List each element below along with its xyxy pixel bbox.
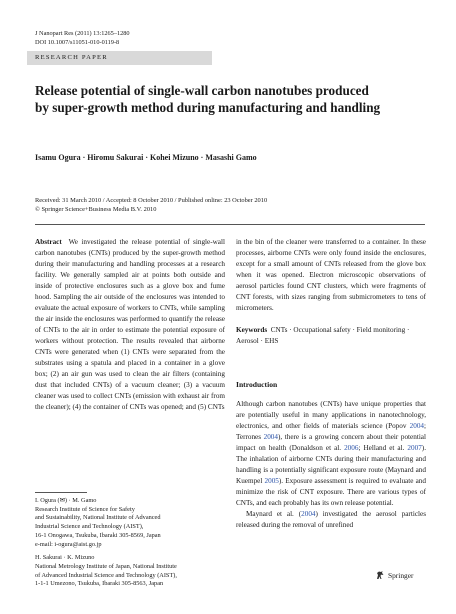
abstract-text-right: in the bin of the cleaner were transferred to a container. In these processes, airborne CNTs were only found inside the enclosures, except for a small amount of CNTs released from the glove box when it was opened. Electron microscopic observations of aerosol particles found CNT clusters, which were fragments of CNT forests, with sizes ranging from submicrometers to tens of micrometers. [236, 238, 426, 312]
citation-link[interactable]: 2004 [263, 433, 278, 441]
intro-text-segment: Maynard et al. ( [246, 510, 302, 518]
springer-horse-icon [375, 570, 385, 580]
abstract-left-column [35, 237, 225, 413]
introduction-body [236, 399, 426, 531]
abstract-text-left: We investigated the release potential of single-wall carbon nanotubes (CNTs) produced by the super-growth method during their manufacturing and handling processes at a research facility. We generally sampled air at points both outside and inside of protective enclosures such as a glove box and fume hood. Sampling the air outside of the enclosures was intended to evaluate the actual exposure of workers to CNTs, while sampling the air inside the enclosures was performed to quantify the release of CNTs to the air in order to estimate the potential exposure of workers without protection. The results revealed that airborne CNTs were generated when (1) CNTs were separated from the substrates using a spatula and placed in a container in a glove box; (2) an air gun was used to clean the air filters (containing dust that included CNTs) of a vacuum cleaner; (3) a vacuum cleaner was used to collect CNTs (emission with exhaust air from the cleaner); (4) the container of CNTs was opened; and (5) CNTs [35, 238, 225, 411]
citation-link[interactable]: 2007 [407, 444, 422, 452]
journal-citation [35, 29, 130, 47]
citation-link[interactable]: 2005 [264, 477, 279, 485]
abstract-right-column [236, 237, 426, 314]
abstract-heading: Abstract [35, 238, 62, 246]
paper-title: Release potential of single-wall carbon nanotubes produced by super-growth method during manufacturing and handling [35, 83, 381, 115]
intro-text-segment: Although carbon nanotubes (CNTs) have unique properties that are potentially useful in many applications in nanotechnology, electronics, and other fields of materials science (Popov [236, 400, 426, 430]
introduction-paragraph-2 [236, 509, 426, 531]
affiliation-block-2: H. Sakurai · K. Mizuno National Metrology Institute of Japan, National Institute of Advanced Industrial Science and Technology (AIST), 1-1-1 Umezono, Tsukuba, Ibaraki 305-8563, Japan [35, 554, 177, 588]
intro-text-segment: ), there is a growing concern about their potential impact on health (Donaldson et al. [236, 433, 426, 452]
intro-text-segment: ; Terrones [236, 422, 426, 441]
divider-top [35, 224, 425, 225]
publication-dates [35, 196, 415, 214]
intro-text-segment: ; Helland et al. [358, 444, 408, 452]
keywords-heading: Keywords [236, 326, 268, 334]
keywords-list: CNTs · Occupational safety · Field monitoring · Aerosol · EHS [236, 326, 410, 345]
keywords-section [236, 325, 426, 347]
introduction-paragraph-1 [236, 399, 426, 509]
citation-link[interactable]: 2004 [409, 422, 424, 430]
intro-text-segment: ). Exposure assessment is required to evaluate and minimize the risk of CNT exposure. There are various types of CNTs, and each probably has its own release potential. [236, 477, 426, 507]
author-list: Isamu Ogura · Hiromu Sakurai · Kohei Mizuno · Masashi Gamo [35, 153, 257, 162]
citation-link[interactable]: 2006 [344, 444, 359, 452]
author-affiliations [35, 497, 225, 594]
introduction-heading: Introduction [236, 380, 278, 389]
publisher-name: Springer [388, 570, 414, 580]
dates-received: Received: 31 March 2010 / Accepted: 8 October 2010 / Published online: 23 October 2010 [35, 197, 268, 204]
article-type-banner: RESEARCH PAPER [27, 51, 212, 65]
citation-link[interactable]: 2004 [301, 510, 316, 518]
journal-line1: J Nanopart Res (2011) 13:1265–1280 [35, 30, 130, 37]
journal-doi: DOI 10.1007/s11051-010-0119-8 [35, 39, 120, 46]
affiliation-block-1: I. Ogura (✉) · M. Gamo Research Institute of Science for Safety and Sustainability, National Institute of Advanced Industrial Science and Technology (AIST), 16-1 Onogawa, Tsukuba, Ibaraki 305-8569, Japan e-mail: i-ogura@aist.go.jp [35, 497, 161, 548]
footnote-divider [35, 492, 87, 493]
intro-text-segment: ). The inhalation of airborne CNTs during their manufacturing and handling is a potentially significant exposure route (Maynard and Kuempel [236, 444, 426, 485]
intro-text-segment: ) investigated the aerosol particles released during the removal of unrefined [236, 510, 426, 529]
abstract-paragraph [35, 237, 225, 413]
copyright-line: © Springer Science+Business Media B.V. 2010 [35, 206, 157, 213]
publisher-logo [375, 570, 413, 580]
